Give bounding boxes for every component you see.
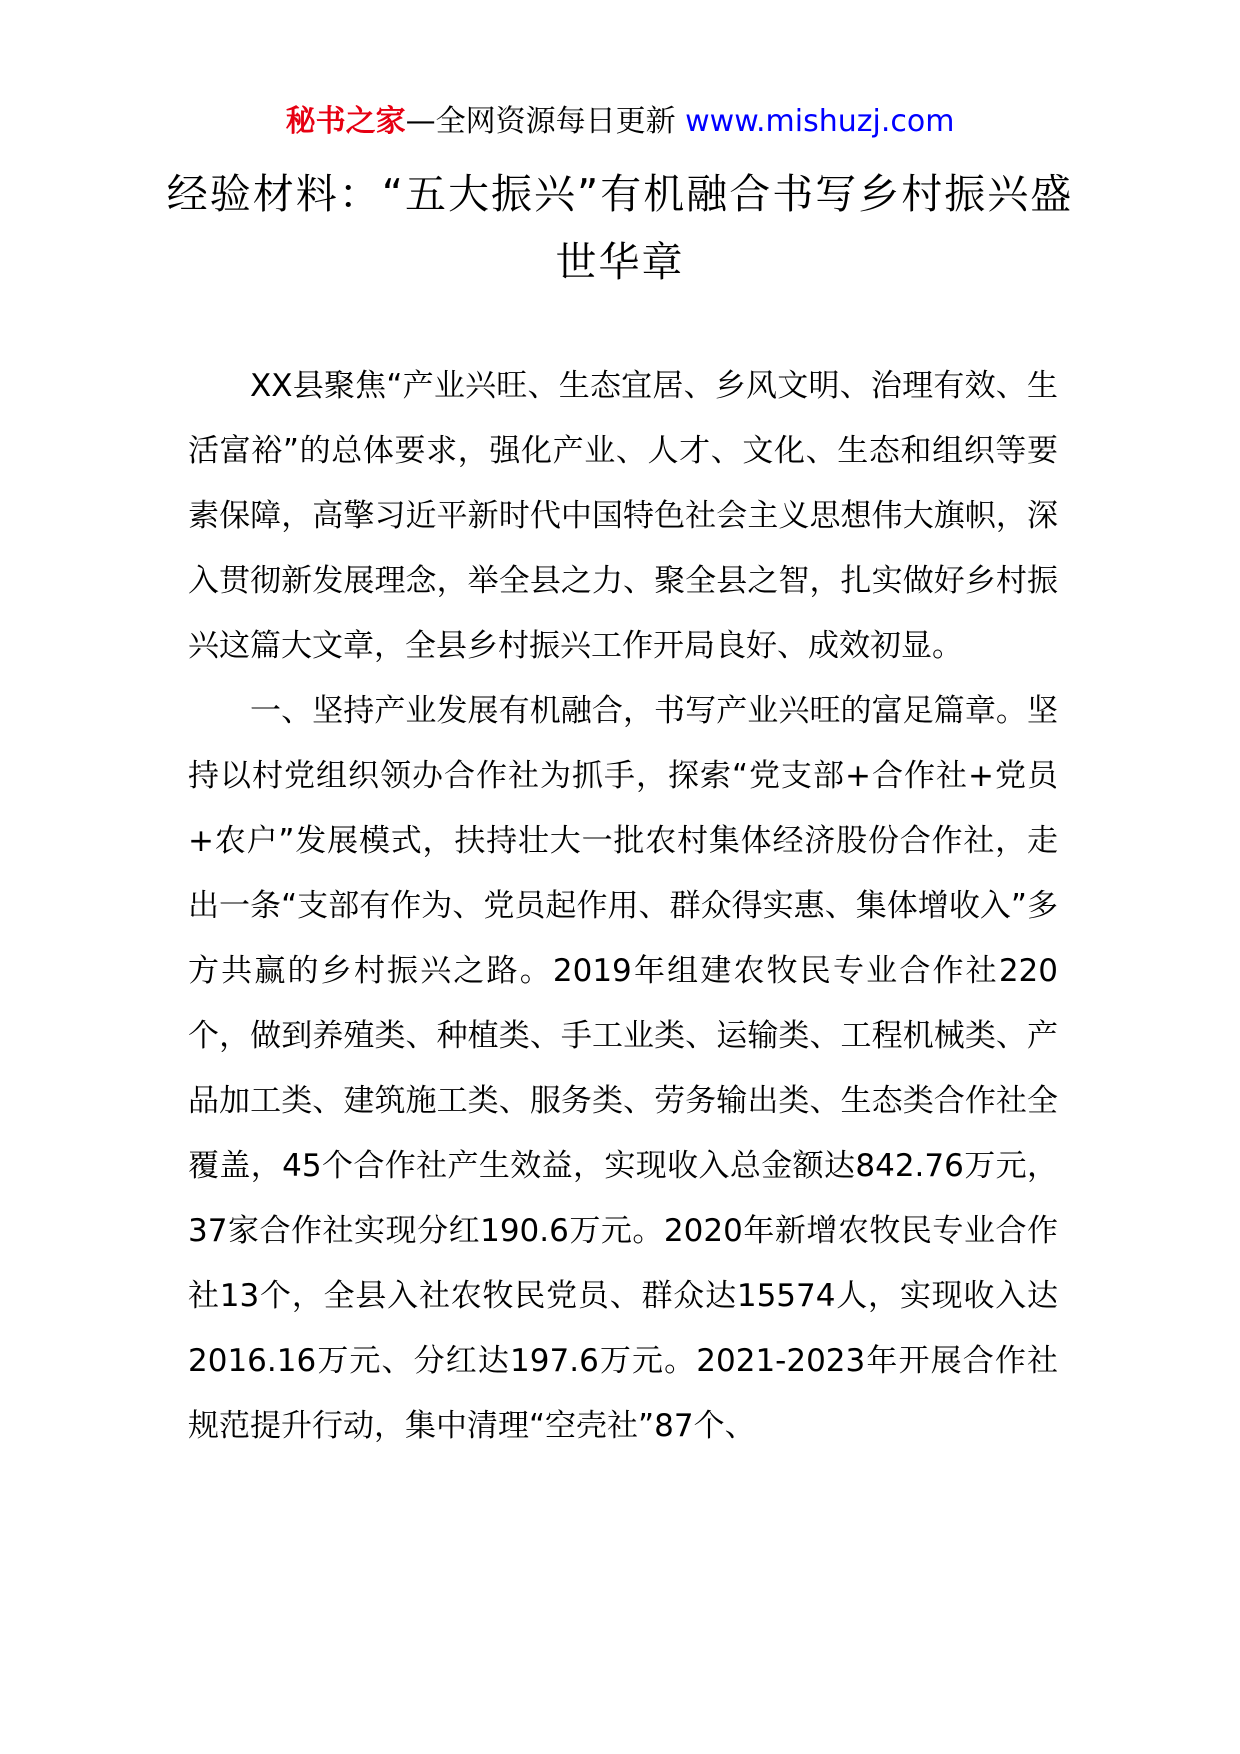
document-title: 经验材料：“五大振兴”有机融合书写乡村振兴盛世华章 — [166, 170, 1074, 286]
paragraph-intro: XX县聚焦“产业兴旺、生态宜居、乡风文明、治理有效、生活富裕”的总体要求，强化产业、人才、文化、生态和组织等要素保障，高擎习近平新时代中国特色社会主义思想伟大旗帜，深入贯彻新发展理念，举全县之力、聚全县之智，扎实做好乡村振兴这篇大文章，全县乡村振兴工作开局良好、成效初显。 — [188, 368, 1058, 664]
paragraph-industry: 一、坚持产业发展有机融合，书写产业兴旺的富足篇章。坚持以村党组织领办合作社为抓手，探索“党支部+合作社+党员+农户”发展模式，扶持壮大一批农村集体经济股份合作社，走出一条“支部有作为、党员起作用、群众得实惠、集体增收入”多方共赢的乡村振兴之路。2019年组建农牧民专业合作社220个，做到养殖类、种植类、手工业类、运输类、工程机械类、产品加工类、建筑施工类、服务类、劳务输出类、生态类合作社全覆盖，45个合作社产生效益，实现收入总金额达842.76万元，37家合作社实现分红190.6万元。2020年新增农牧民专业合作社13个，全县入社农牧民党员、群众达15574人，实现收入达2016.16万元、分红达197.6万元。2021-2023年开展合作社规范提升行动，集中清理“空壳社”87个、 — [188, 693, 1058, 1444]
site-brand: 秘书之家 — [285, 104, 406, 139]
site-url-link[interactable]: www.mishuzj.com — [685, 104, 955, 139]
document-body — [188, 354, 1058, 1459]
site-tagline: —全网资源每日更新 — [405, 104, 686, 139]
site-banner — [0, 100, 1240, 144]
